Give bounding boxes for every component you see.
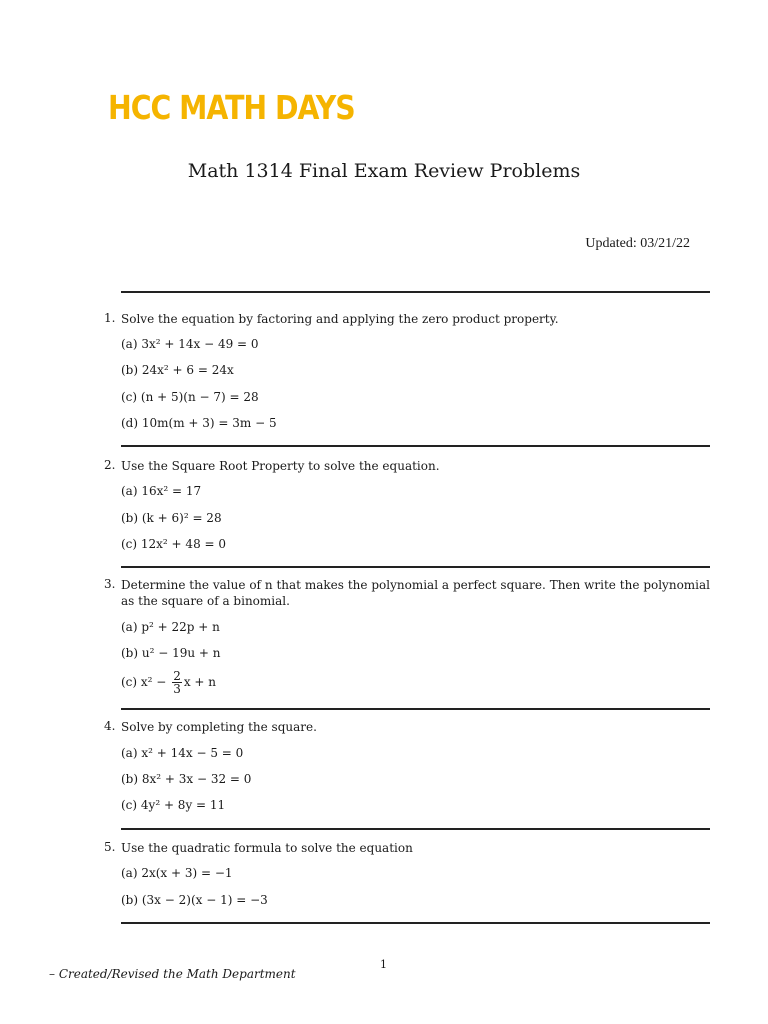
divider (121, 922, 710, 924)
problem-number: 2. (104, 458, 116, 472)
problem-part: (a) p² + 22p + n (121, 620, 220, 634)
fraction-denominator: 3 (173, 682, 181, 696)
problem-part: (a) 3x² + 14x − 49 = 0 (121, 337, 259, 351)
problem-text: Use the Square Root Property to solve the equation. (121, 459, 440, 473)
divider (121, 445, 710, 447)
problem-part: (a) 2x(x + 3) = −1 (121, 866, 233, 880)
problem-text: Solve by completing the square. (121, 720, 317, 734)
problem-part: (c) (n + 5)(n − 7) = 28 (121, 390, 259, 404)
problem-part: (c) 12x² + 48 = 0 (121, 537, 227, 551)
problem-number: 4. (104, 719, 116, 733)
problem-part: (b) (3x − 2)(x − 1) = −3 (121, 893, 268, 907)
divider (121, 291, 710, 293)
problem-part: (b) (k + 6)² = 28 (121, 511, 222, 525)
problem-text: Use the quadratic formula to solve the equation (121, 841, 413, 855)
fraction-numerator: 2 (173, 669, 181, 683)
problem-part: (a) 16x² = 17 (121, 484, 202, 498)
problem-part: (b) u² − 19u + n (121, 646, 221, 660)
page-title: Math 1314 Final Exam Review Problems (187, 160, 581, 182)
part-label: (c) x² − (121, 675, 167, 689)
problem-part: (a) x² + 14x − 5 = 0 (121, 746, 244, 760)
footer-credit: – Created/Revised the Math Department (49, 967, 296, 981)
problem-number: 1. (104, 311, 116, 325)
problem-text: Determine the value of n that makes the polynomial a perfect square. Then write the polynomial as the square of a binomial. (121, 578, 710, 608)
page-number: 1 (380, 958, 387, 971)
problem-number: 3. (104, 577, 116, 591)
problem-part: (c) 4y² + 8y = 11 (121, 798, 226, 812)
problem-part: (b) 24x² + 6 = 24x (121, 363, 234, 377)
brand-logo: HCC MATH DAYS (108, 88, 355, 127)
divider (121, 708, 710, 710)
problem-part: (b) 8x² + 3x − 32 = 0 (121, 772, 252, 786)
updated-date: Updated: 03/21/22 (585, 236, 690, 251)
divider (121, 566, 710, 568)
problem-number: 5. (104, 840, 116, 854)
problem-part: (d) 10m(m + 3) = 3m − 5 (121, 416, 277, 430)
part-rest: x + n (183, 675, 217, 689)
problem-text: Solve the equation by factoring and applying the zero product property. (121, 312, 559, 326)
fraction (172, 670, 182, 695)
divider (121, 828, 710, 830)
problem-part-fraction (121, 670, 216, 695)
